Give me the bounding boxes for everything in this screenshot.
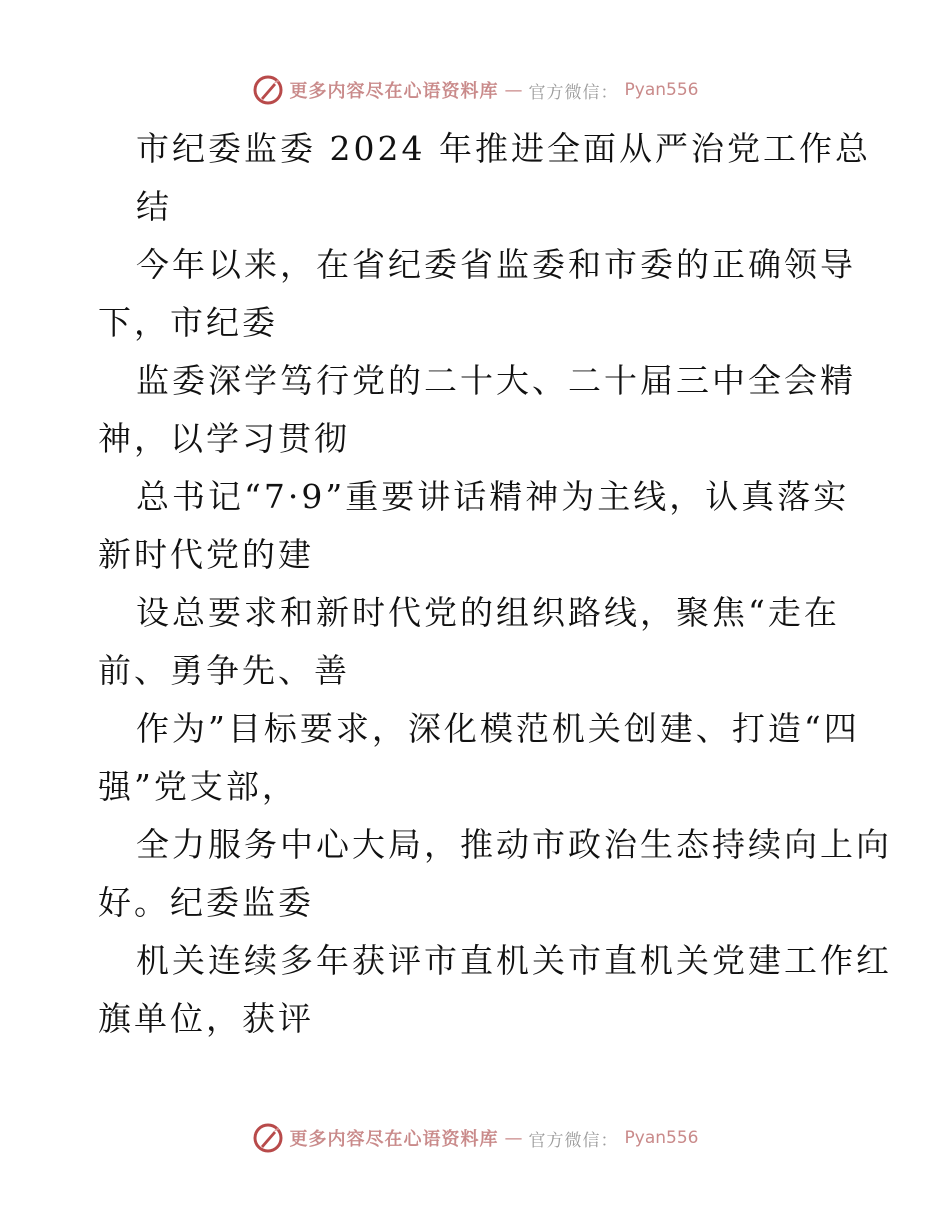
body-line: 旗单位，获评 <box>98 999 314 1038</box>
watermark-title: 更多内容尽在心语资料库 <box>289 1129 499 1150</box>
watermark-wechat-label: 官方微信： <box>528 1130 619 1151</box>
quill-logo-icon <box>252 1122 284 1154</box>
title-line-2: 结 <box>136 187 172 226</box>
watermark-dash: — <box>504 1127 523 1149</box>
body-line: 前、勇争先、善 <box>98 651 350 690</box>
footer-watermark <box>0 1122 950 1154</box>
body-line: 今年以来，在省纪委省监委和市委的正确领导 <box>136 245 856 284</box>
body-line: 好。纪委监委 <box>98 883 314 922</box>
body-line: 强”党支部， <box>98 767 298 806</box>
watermark-dash: — <box>504 79 523 101</box>
title-line-1: 市纪委监委 2024 年推进全面从严治党工作总 <box>136 129 871 168</box>
watermark-wechat-id: Pyan556 <box>624 80 699 100</box>
quill-logo-icon <box>252 74 284 106</box>
document-body <box>98 120 892 1048</box>
body-line: 设总要求和新时代党的组织路线，聚焦“走在 <box>136 593 840 632</box>
body-line: 神，以学习贯彻 <box>98 419 350 458</box>
body-line: 全力服务中心大局，推动市政治生态持续向上向 <box>136 825 892 864</box>
body-line: 下，市纪委 <box>98 303 278 342</box>
watermark-wechat-label: 官方微信： <box>528 82 619 103</box>
body-line: 总书记“7·9”重要讲话精神为主线，认真落实 <box>136 477 850 516</box>
body-line: 机关连续多年获评市直机关市直机关党建工作红 <box>136 941 892 980</box>
header-watermark <box>0 74 950 106</box>
body-line: 新时代党的建 <box>98 535 314 574</box>
body-line: 监委深学笃行党的二十大、二十届三中全会精 <box>136 361 856 400</box>
body-line: 作为”目标要求，深化模范机关创建、打造“四 <box>136 709 860 748</box>
watermark-title: 更多内容尽在心语资料库 <box>289 81 499 102</box>
watermark-wechat-id: Pyan556 <box>624 1128 699 1148</box>
